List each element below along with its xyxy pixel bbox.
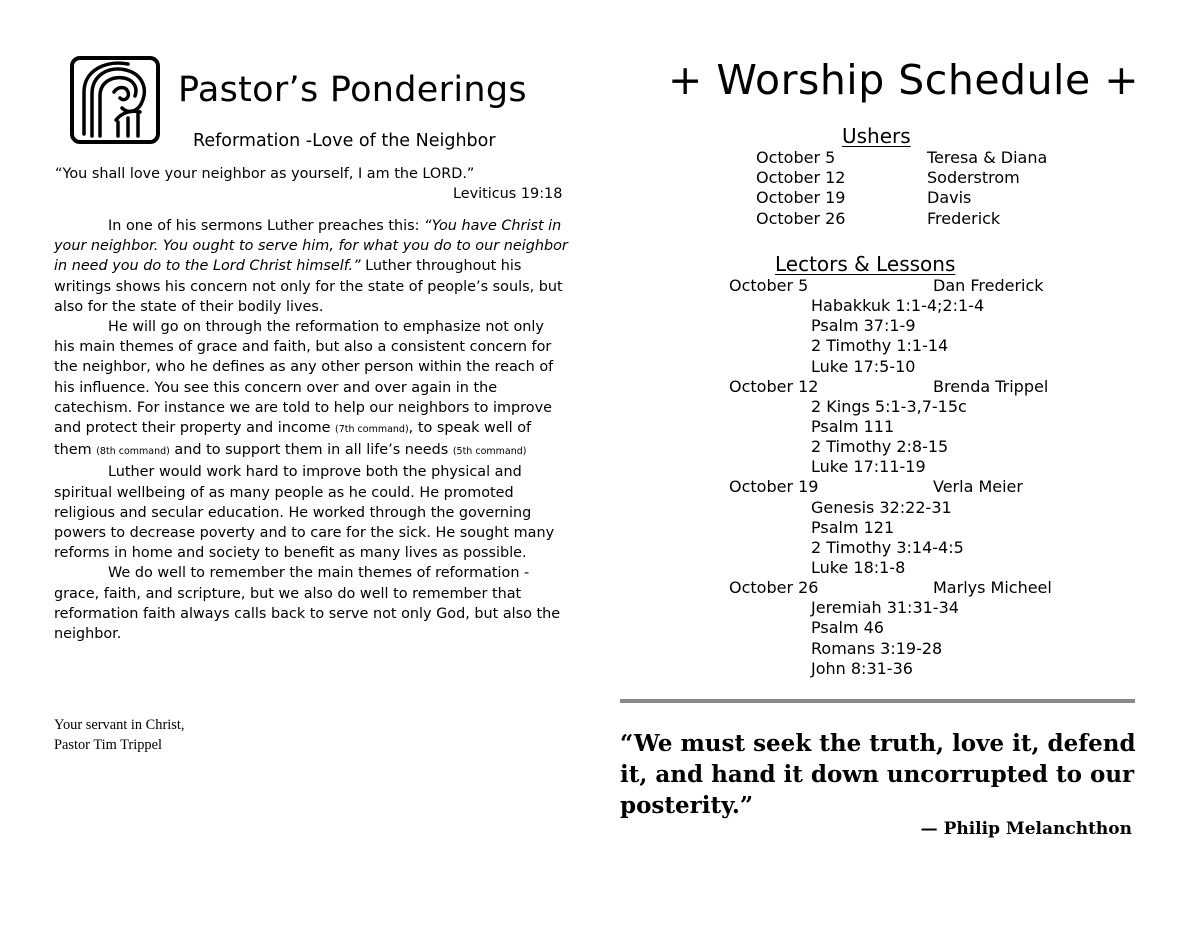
scripture-verse: “You shall love your neighbor as yourself, I am the LORD.” xyxy=(55,166,475,182)
lesson-reading: Psalm 37:1-9 xyxy=(811,316,916,336)
lesson-reading: Luke 17:11-19 xyxy=(811,457,926,477)
usher-row xyxy=(756,168,1047,188)
lectors-list xyxy=(729,276,1069,679)
lector-date: October 19 xyxy=(729,477,819,497)
lector-name: Brenda Trippel xyxy=(933,376,1049,396)
article-body xyxy=(54,216,569,644)
ushers-list xyxy=(756,148,1047,229)
lector-date: October 12 xyxy=(729,376,819,396)
lesson-reading: Psalm 121 xyxy=(811,517,895,537)
lector-date: October 5 xyxy=(729,276,809,295)
lesson-reading: Jeremiah 31:31-34 xyxy=(811,598,959,618)
usher-name: Teresa & Diana xyxy=(927,148,1048,167)
signoff xyxy=(54,715,184,755)
usher-row xyxy=(756,188,1047,208)
ushers-heading: Ushers xyxy=(842,124,911,148)
usher-date: October 5 xyxy=(756,148,836,167)
catechism-note: (5th command) xyxy=(452,446,527,458)
article-paragraph xyxy=(54,216,569,317)
lesson-reading: 2 Timothy 3:14-4:5 xyxy=(811,537,964,557)
paragraph-text: and to support them in all life’s needs xyxy=(169,442,453,459)
paragraph-text: He will go on through the reformation to emphasize not only his main themes of grace and faith, but also a consistent concern for the neighbor, who he defines as any other person within the reach of his influence. You see this concern over and over again in the catechism. For instance we are told to help our neighbors to improve and protect their property and income xyxy=(54,319,554,437)
lesson-reading: 2 Kings 5:1-3,7-15c xyxy=(811,396,967,416)
paragraph-text: , to speak well of them xyxy=(54,420,532,459)
lector-date: October 26 xyxy=(729,578,819,598)
lesson-reading: Genesis 32:22-31 xyxy=(811,497,952,517)
pastor-signature: Pastor Tim Trippel xyxy=(54,737,162,753)
usher-date: October 19 xyxy=(756,188,846,208)
lector-name: Verla Meier xyxy=(933,477,1023,497)
lesson-reading: Psalm 111 xyxy=(811,416,895,436)
catechism-note: (7th command) xyxy=(335,424,409,436)
closing-line: Your servant in Christ, xyxy=(54,717,185,733)
shepherd-crook-logo-icon xyxy=(70,56,160,144)
lesson-reading: Psalm 46 xyxy=(811,618,884,638)
usher-name: Soderstrom xyxy=(927,168,1020,188)
lesson-reading: Luke 18:1-8 xyxy=(811,557,906,577)
lector-row xyxy=(729,276,1069,296)
usher-date: October 12 xyxy=(756,168,846,188)
usher-name: Davis xyxy=(927,188,972,208)
article-paragraph: Luther would work hard to improve both the physical and spiritual wellbeing of as many people as he could. He promoted religious and secular education. He worked through the governing powers to decrease poverty and to care for the sick. He sought many reforms in home and society to benefit as many lives as possible. xyxy=(54,464,555,562)
lector-row xyxy=(729,477,1069,497)
lector-name: Marlys Micheel xyxy=(933,578,1052,598)
article-paragraph xyxy=(54,317,569,462)
lesson-reading: 2 Timothy 2:8-15 xyxy=(811,437,949,457)
paragraph-text: In one of his sermons Luther preaches this: xyxy=(108,218,424,234)
melanchthon-quote: “We must seek the truth, love it, defend it, and hand it down uncorrupted to our posterity.” xyxy=(620,730,1136,819)
usher-row xyxy=(756,148,1047,168)
catechism-note: (8th command) xyxy=(96,446,170,458)
lector-name: Dan Frederick xyxy=(933,276,1044,295)
lesson-reading: Luke 17:5-10 xyxy=(811,356,916,376)
usher-row xyxy=(756,209,1047,229)
schedule-title: + Worship Schedule + xyxy=(668,56,1140,104)
lesson-reading: Habakkuk 1:1-4;2:1-4 xyxy=(811,296,985,316)
lector-row xyxy=(729,578,1069,598)
divider xyxy=(620,699,1135,703)
luther-quote: “You have Christ in your neighbor. You ought to serve him, for what you do to our neighbor in need you do to the Lord Christ himself.” xyxy=(54,218,568,275)
scripture-reference: Leviticus 19:18 xyxy=(453,186,563,202)
lesson-reading: 2 Timothy 1:1-14 xyxy=(811,336,949,356)
lector-row xyxy=(729,377,1069,397)
lesson-reading: Romans 3:19-28 xyxy=(811,638,943,658)
article-subtitle: Reformation -Love of the Neighbor xyxy=(193,131,496,151)
lesson-reading: John 8:31-36 xyxy=(811,658,913,678)
usher-name: Frederick xyxy=(927,208,1001,228)
quote-attribution: — Philip Melanchthon xyxy=(920,819,1132,839)
usher-date: October 26 xyxy=(756,208,846,228)
article-paragraph: We do well to remember the main themes of reformation - grace, faith, and scripture, but we also do well to remember that reformation faith always calls back to serve not only God, but also the neighbor. xyxy=(54,565,561,643)
paragraph-text: Luther throughout his writings shows his concern not only for the state of people’s souls, but also for the state of their bodily lives. xyxy=(54,258,563,315)
lectors-heading: Lectors & Lessons xyxy=(775,252,956,276)
page-title: Pastor’s Ponderings xyxy=(178,70,527,110)
